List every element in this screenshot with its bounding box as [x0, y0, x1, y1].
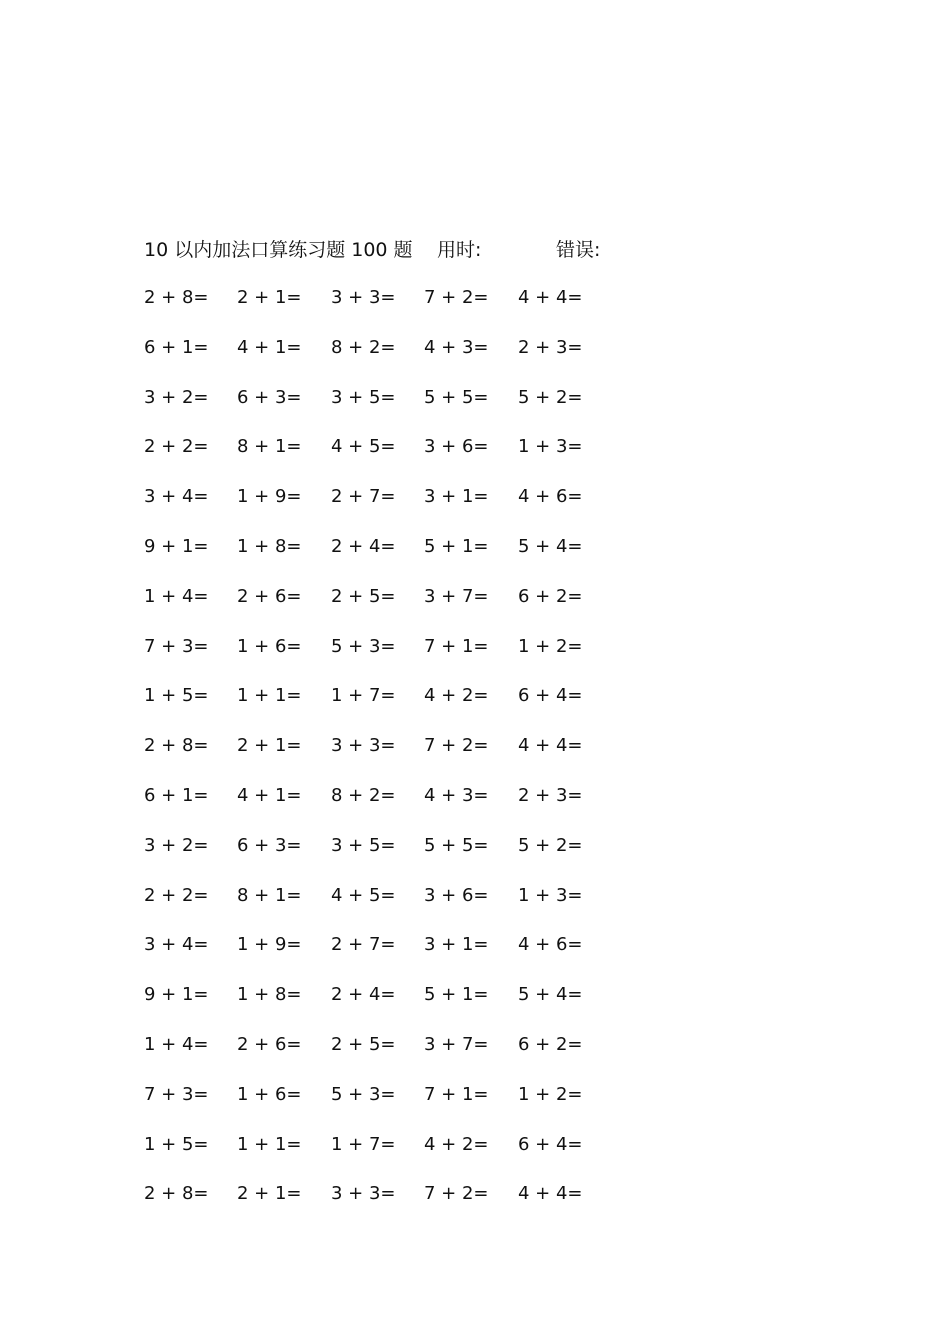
addition-problem: 7 + 2= — [424, 287, 489, 308]
problem-row — [144, 483, 664, 533]
addition-problem: 3 + 1= — [424, 486, 489, 508]
addition-problem: 2 + 3= — [518, 336, 583, 358]
problem-row — [144, 1031, 664, 1081]
addition-problem: 2 + 8= — [144, 287, 209, 308]
addition-problem: 4 + 4= — [518, 287, 583, 308]
addition-problem: 5 + 5= — [424, 386, 489, 408]
addition-problem: 6 + 1= — [144, 784, 209, 806]
addition-problem: 2 + 2= — [144, 884, 209, 906]
addition-problem: 7 + 1= — [424, 635, 489, 657]
problem-row — [144, 1131, 664, 1181]
addition-problem: 6 + 4= — [518, 685, 583, 707]
addition-problem: 2 + 4= — [331, 984, 396, 1006]
addition-problem: 2 + 7= — [331, 486, 396, 508]
addition-problem: 2 + 5= — [331, 585, 396, 607]
addition-problem: 8 + 2= — [331, 336, 396, 358]
addition-problem: 6 + 1= — [144, 336, 209, 358]
addition-problem: 1 + 6= — [237, 1083, 302, 1105]
addition-problem: 1 + 5= — [144, 1133, 209, 1155]
problem-row — [144, 433, 664, 483]
addition-problem: 1 + 8= — [237, 984, 302, 1006]
addition-problem: 2 + 4= — [331, 535, 396, 557]
addition-problem: 7 + 2= — [424, 1183, 489, 1205]
addition-problem: 6 + 4= — [518, 1133, 583, 1155]
worksheet-title: 10 以内加法口算练习题 100 题 — [144, 239, 413, 261]
addition-problem: 2 + 8= — [144, 735, 209, 757]
addition-problem: 1 + 4= — [144, 585, 209, 607]
addition-problem: 1 + 8= — [237, 535, 302, 557]
addition-problem: 6 + 2= — [518, 585, 583, 607]
addition-problem: 2 + 1= — [237, 735, 302, 757]
addition-problem: 1 + 1= — [237, 685, 302, 707]
addition-problem: 2 + 7= — [331, 934, 396, 956]
addition-problem: 1 + 9= — [237, 934, 302, 956]
problem-grid — [144, 284, 664, 1230]
addition-problem: 3 + 3= — [331, 1183, 396, 1205]
addition-problem: 3 + 2= — [144, 834, 209, 856]
addition-problem: 4 + 4= — [518, 1183, 583, 1205]
addition-problem: 4 + 2= — [424, 685, 489, 707]
problem-row — [144, 384, 664, 434]
addition-problem: 3 + 2= — [144, 386, 209, 408]
addition-problem: 5 + 1= — [424, 984, 489, 1006]
addition-problem: 1 + 3= — [518, 884, 583, 906]
problem-row — [144, 533, 664, 583]
addition-problem: 1 + 7= — [331, 685, 396, 707]
addition-problem: 1 + 2= — [518, 1083, 583, 1105]
addition-problem: 2 + 3= — [518, 784, 583, 806]
addition-problem: 3 + 7= — [424, 585, 489, 607]
problem-row — [144, 732, 664, 782]
addition-problem: 5 + 2= — [518, 386, 583, 408]
addition-problem: 3 + 1= — [424, 934, 489, 956]
problem-row — [144, 1081, 664, 1131]
addition-problem: 9 + 1= — [144, 984, 209, 1006]
addition-problem: 3 + 5= — [331, 834, 396, 856]
addition-problem: 6 + 3= — [237, 834, 302, 856]
addition-problem: 4 + 6= — [518, 934, 583, 956]
problem-row — [144, 682, 664, 732]
addition-problem: 2 + 6= — [237, 1033, 302, 1055]
problem-row — [144, 832, 664, 882]
addition-problem: 8 + 1= — [237, 436, 302, 458]
addition-problem: 2 + 1= — [237, 287, 302, 308]
problem-row — [144, 882, 664, 932]
addition-problem: 4 + 4= — [518, 735, 583, 757]
addition-problem: 4 + 3= — [424, 336, 489, 358]
addition-problem: 3 + 3= — [331, 735, 396, 757]
addition-problem: 4 + 5= — [331, 884, 396, 906]
addition-problem: 5 + 4= — [518, 535, 583, 557]
worksheet-header — [144, 236, 764, 264]
problem-row — [144, 334, 664, 384]
addition-problem: 5 + 3= — [331, 1083, 396, 1105]
problem-row — [144, 633, 664, 683]
addition-problem: 3 + 6= — [424, 884, 489, 906]
addition-problem: 1 + 2= — [518, 635, 583, 657]
addition-problem: 3 + 3= — [331, 287, 396, 308]
addition-problem: 3 + 4= — [144, 934, 209, 956]
addition-problem: 1 + 4= — [144, 1033, 209, 1055]
addition-problem: 2 + 5= — [331, 1033, 396, 1055]
problem-row — [144, 284, 664, 334]
addition-problem: 2 + 2= — [144, 436, 209, 458]
addition-problem: 1 + 5= — [144, 685, 209, 707]
addition-problem: 4 + 2= — [424, 1133, 489, 1155]
problem-row — [144, 583, 664, 633]
problem-row — [144, 1180, 664, 1230]
addition-problem: 8 + 1= — [237, 884, 302, 906]
addition-problem: 7 + 2= — [424, 735, 489, 757]
addition-problem: 4 + 6= — [518, 486, 583, 508]
addition-problem: 7 + 1= — [424, 1083, 489, 1105]
addition-problem: 4 + 1= — [237, 784, 302, 806]
addition-problem: 5 + 2= — [518, 834, 583, 856]
addition-problem: 5 + 1= — [424, 535, 489, 557]
addition-problem: 3 + 7= — [424, 1033, 489, 1055]
addition-problem: 3 + 4= — [144, 486, 209, 508]
addition-problem: 1 + 7= — [331, 1133, 396, 1155]
errors-label: 错误: — [556, 239, 601, 261]
addition-problem: 7 + 3= — [144, 1083, 209, 1105]
addition-problem: 1 + 6= — [237, 635, 302, 657]
addition-problem: 6 + 3= — [237, 386, 302, 408]
addition-problem: 2 + 8= — [144, 1183, 209, 1205]
addition-problem: 2 + 1= — [237, 1183, 302, 1205]
addition-problem: 5 + 3= — [331, 635, 396, 657]
addition-problem: 9 + 1= — [144, 535, 209, 557]
addition-problem: 3 + 5= — [331, 386, 396, 408]
addition-problem: 1 + 3= — [518, 436, 583, 458]
addition-problem: 5 + 4= — [518, 984, 583, 1006]
addition-problem: 4 + 5= — [331, 436, 396, 458]
addition-problem: 7 + 3= — [144, 635, 209, 657]
addition-problem: 6 + 2= — [518, 1033, 583, 1055]
addition-problem: 2 + 6= — [237, 585, 302, 607]
addition-problem: 4 + 3= — [424, 784, 489, 806]
time-used-label: 用时: — [437, 239, 482, 261]
addition-problem: 8 + 2= — [331, 784, 396, 806]
addition-problem: 1 + 1= — [237, 1133, 302, 1155]
problem-row — [144, 981, 664, 1031]
addition-problem: 3 + 6= — [424, 436, 489, 458]
problem-row — [144, 782, 664, 832]
problem-row — [144, 931, 664, 981]
addition-problem: 4 + 1= — [237, 336, 302, 358]
addition-problem: 5 + 5= — [424, 834, 489, 856]
addition-problem: 1 + 9= — [237, 486, 302, 508]
